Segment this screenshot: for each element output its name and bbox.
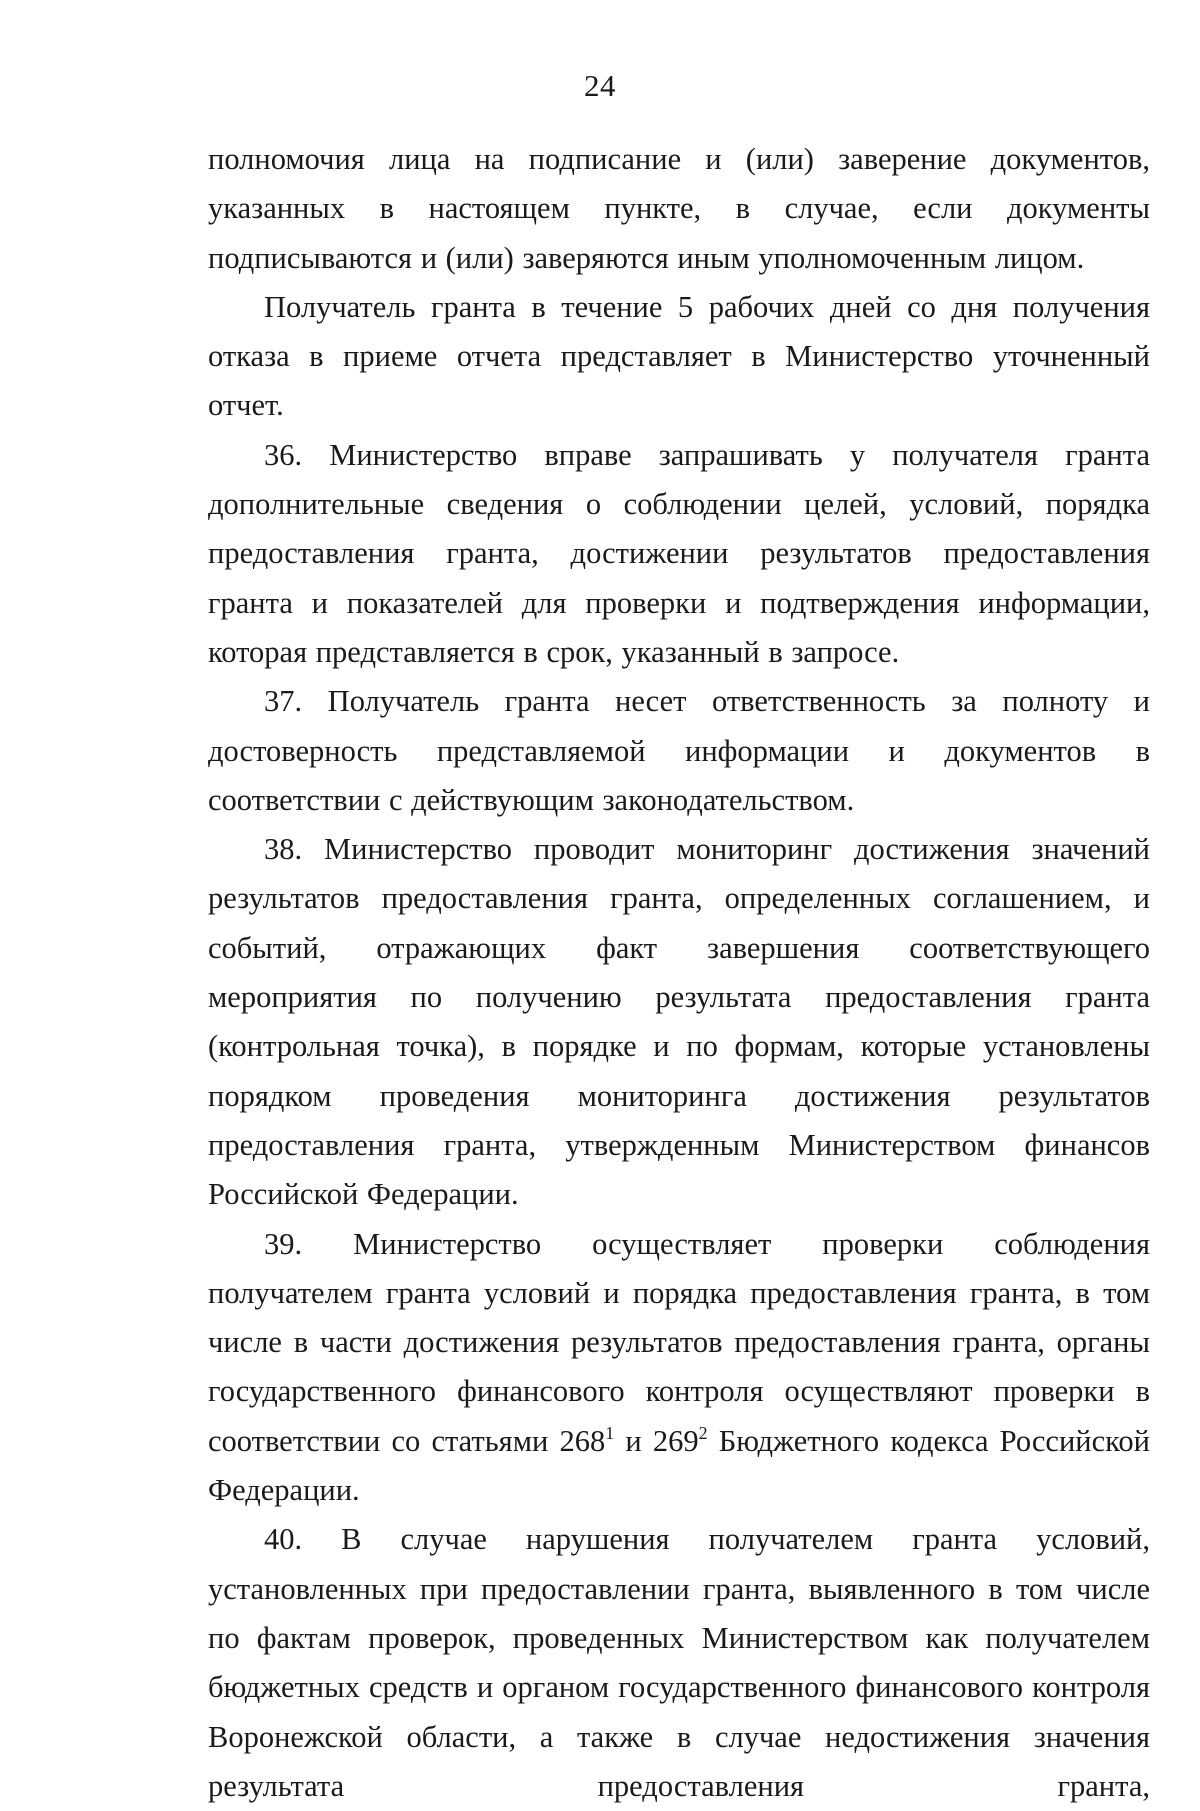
page-number: 24 xyxy=(584,68,616,103)
paragraph-39-text-middle: и 269 xyxy=(614,1423,699,1458)
paragraph-36: 36. Министерство вправе запрашивать у получателя гранта дополнительные сведения о соблюдении целей, условий, порядка предоставления гранта, достижении результатов предоставления гранта и показателей для проверки и подтверждения информации, которая представляется в срок, указанный в запросе. xyxy=(208,437,1150,669)
paragraph-report-correction: Получатель гранта в течение 5 рабочих дней со дня получения отказа в приеме отчета представляет в Министерство уточненный отчет. xyxy=(208,289,1150,423)
paragraph-37: 37. Получатель гранта несет ответственность за полноту и достоверность представляемой информации и документов в соответствии с действующим законодательством. xyxy=(208,684,1150,817)
superscript-1: 1 xyxy=(605,1422,615,1443)
paragraph-38: 38. Министерство проводит мониторинг достижения значений результатов предоставления гранта, определенных соглашением, и событий, отражающих факт завершения соответствующего мероприятия по получению результата предоставления гранта (контрольная точка), в порядке и по формам, которые установлены порядком проведения мониторинга достижения результатов предоставления гранта, утвержденным Министерством финансов Российской Федерации. xyxy=(208,832,1150,1212)
paragraph-continuation: полномочия лица на подписание и (или) заверение документов, указанных в настоящем пункте, в случае, если документы подписываются и (или) заверяются иным уполномоченным лицом. xyxy=(208,142,1150,275)
superscript-2: 2 xyxy=(698,1422,708,1443)
paragraph-39-text: 39. Министерство осуществляет проверки соблюдения получателем гранта условий и порядка предоставления гранта, в том числе в части достижения результатов предоставления гранта, органы государственного финансового контроля осуществляют проверки в соответствии со статьями 268 xyxy=(208,1226,1150,1458)
paragraph-40: 40. В случае нарушения получателем гранта условий, установленных при предоставлении гранта, выявленного в том числе по фактам проверок, проведенных Министерством как получателем бюджетных средств и органом государственного финансового контроля Воронежской области, а также в случае недостижения значения результата предоставления гранта, xyxy=(208,1522,1150,1803)
paragraph-39-text-end: Бюджетного кодекса Российской Федерации. xyxy=(208,1423,1150,1508)
paragraph-39 xyxy=(208,1220,1150,1516)
document-body xyxy=(208,135,1150,1811)
